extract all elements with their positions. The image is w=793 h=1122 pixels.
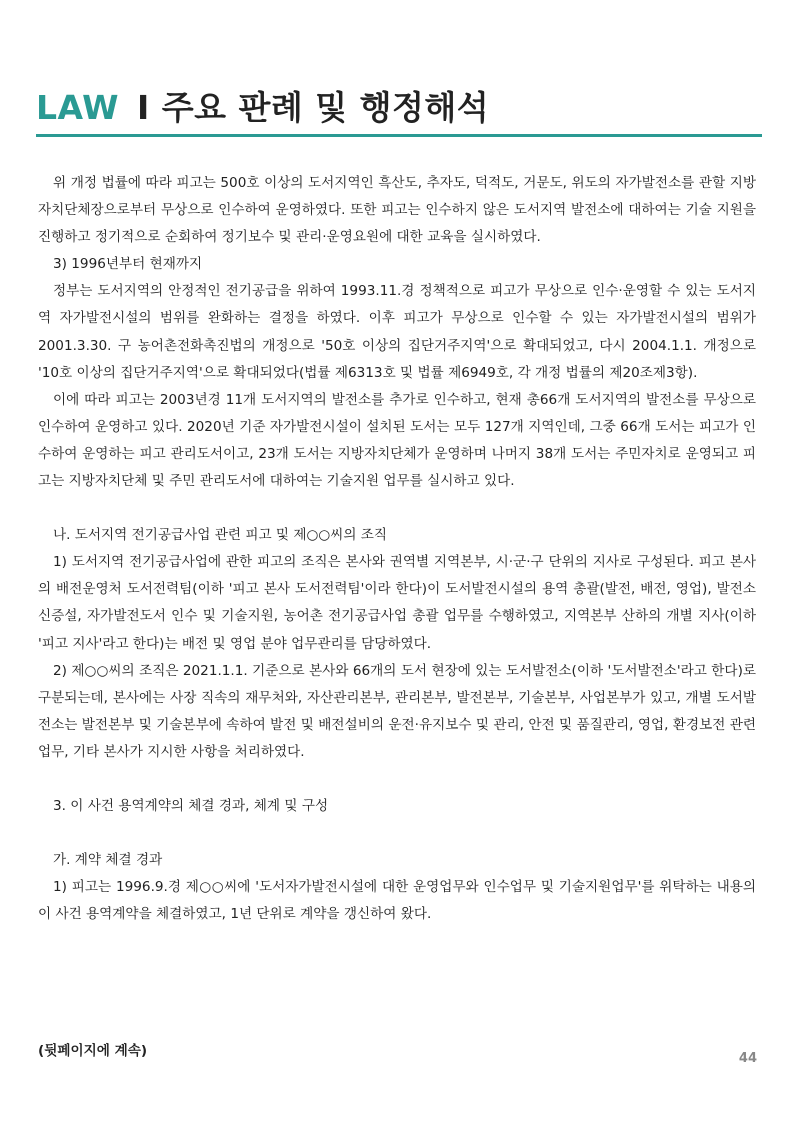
paragraph: 위 개정 법률에 따라 피고는 500호 이상의 도서지역인 흑산도, 추자도, 덕적도, 거문도, 위도의 자가발전소를 관할 지방자치단체장으로부터 무상으로 인수하여 운영하였다. 또한 피고는 인수하지 않은 도서지역 발전소에 대하여는 기술 지원을 진행하고 정기적으로 순회하여 정기보수 및 관리·운영요원에 대한 교육을 실시하였다. xyxy=(38,175,756,246)
page-header xyxy=(36,84,762,137)
paragraph: 정부는 도서지역의 안정적인 전기공급을 위하여 1993.11.경 정책적으로 피고가 무상으로 인수·운영할 수 있는 도서지역 자가발전시설의 범위를 완화하는 결정을 하였다. 이후 피고가 무상으로 인수할 수 있는 자가발전시설의 범위가 2001.3.30. 구 농어촌전화촉진법의 개정으로 '50호 이상의 집단거주지역'으로 확대되었고, 다시 2004.1.1. 개정으로 '10호 이상의 집단거주지역'으로 확대되었다(법률 제6313호 및 법률 제6949호, 각 개정 법률의 제20조제3항). xyxy=(38,283,756,381)
spacer xyxy=(38,820,756,847)
document-body xyxy=(38,170,756,928)
law-brand: LAW xyxy=(36,88,119,127)
spacer xyxy=(38,495,756,522)
paragraph: 2) 제○○씨의 조직은 2021.1.1. 기준으로 본사와 66개의 도서 현장에 있는 도서발전소(이하 '도서발전소'라고 한다)로 구분되는데, 본사에는 사장 직속의 재무처와, 자산관리본부, 관리본부, 발전본부, 기술본부, 사업본부가 있고, 개별 도서발전소는 발전본부 및 기술본부에 속하여 발전 및 배전설비의 운전·유지보수 및 관리, 안전 및 품질관리, 영업, 환경보전 관련 업무, 기타 본사가 지시한 사항을 처리하였다. xyxy=(38,662,756,760)
spacer xyxy=(38,766,756,793)
section-heading: 3. 이 사건 용역계약의 체결 경과, 체계 및 구성 xyxy=(53,797,329,814)
section-title xyxy=(36,84,762,132)
paragraph: 1) 도서지역 전기공급사업에 관한 피고의 조직은 본사와 권역별 지역본부, 시·군·구 단위의 지사로 구성된다. 피고 본사의 배전운영처 도서전력팀(이하 '피고 본사 도서전력팀'이라 한다)이 도서발전시설의 용역 총괄(발전, 배전, 영업), 발전소 신증설, 자가발전도서 인수 및 기술지원, 농어촌 전기공급사업 총괄 업무를 수행하였고, 지역본부 산하의 개별 지사(이하 '피고 지사'라고 한다)는 배전 및 영업 분야 업무관리를 담당하였다. xyxy=(38,554,756,652)
subsection-heading: 가. 계약 체결 경과 xyxy=(53,852,163,869)
paragraph: 이에 따라 피고는 2003년경 11개 도서지역의 발전소를 추가로 인수하고, 현재 총66개 도서지역의 발전소를 무상으로 인수하여 운영하고 있다. 2020년 기준 자가발전시설이 설치된 도서는 모두 127개 지역인데, 그중 66개 도서는 피고가 인수하여 운영하는 피고 관리도서이고, 23개 도서는 지방자치단체가 운영하며 나머지 38개 도서는 주민자치로 운영되고 피고는 지방자치단체 및 주민 관리도서에 대하여는 기술지원 업무를 실시하고 있다. xyxy=(38,391,756,490)
page-number: 44 xyxy=(738,1051,757,1066)
section-title-text: I 주요 판례 및 행정해석 xyxy=(137,88,490,127)
continued-note: (뒷페이지에 계속) xyxy=(38,1043,148,1059)
header-rule xyxy=(36,134,762,137)
paragraph: 3) 1996년부터 현재까지 xyxy=(53,256,203,273)
subsection-heading: 나. 도서지역 전기공급사업 관련 피고 및 제○○씨의 조직 xyxy=(53,527,388,544)
paragraph: 1) 피고는 1996.9.경 제○○씨에 '도서자가발전시설에 대한 운영업무와 인수업무 및 기술지원업무'를 위탁하는 내용의 이 사건 용역계약을 체결하였고, 1년 단위로 계약을 갱신하여 왔다. xyxy=(38,879,756,923)
